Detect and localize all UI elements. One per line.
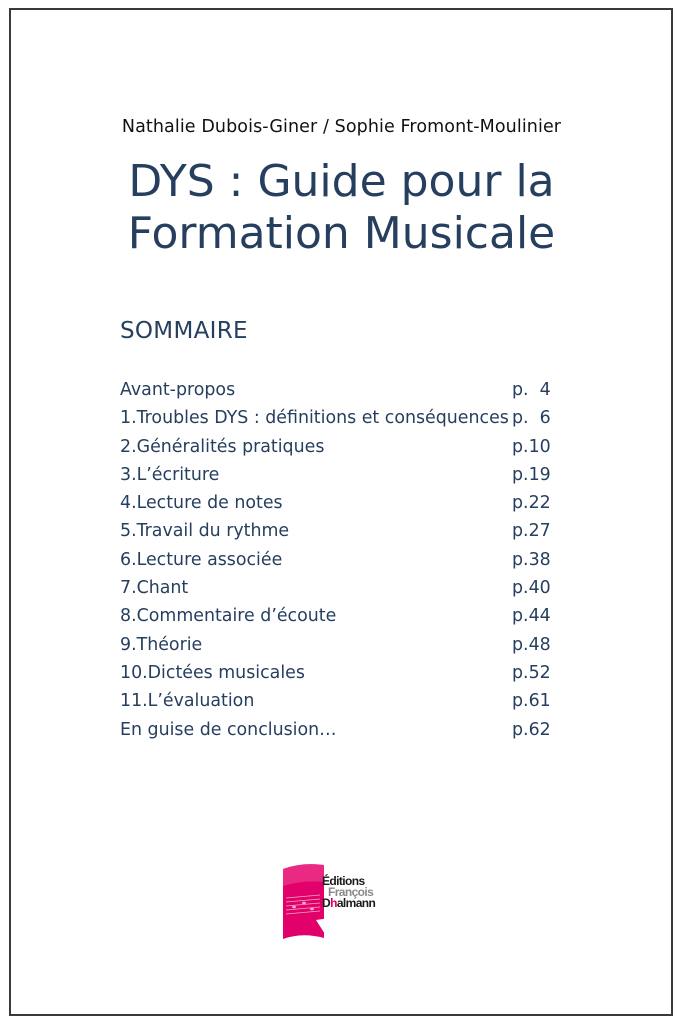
toc-item[interactable] [120, 602, 560, 630]
publisher-line-3-first: D [322, 896, 331, 910]
publisher-line-3-accent: h [330, 896, 337, 910]
toc-item[interactable] [120, 517, 560, 545]
toc-item-label: 3.L’écriture [120, 464, 220, 485]
toc-item-page: p. 6 [512, 408, 551, 429]
title-line-2: Formation Musicale [127, 208, 556, 259]
toc-item-page: p.48 [512, 634, 551, 655]
toc-item-page: p.44 [512, 606, 551, 627]
toc-item[interactable] [120, 546, 560, 574]
toc-item-page: p.27 [512, 521, 551, 542]
toc-item-label: 11.L’évaluation [120, 691, 255, 712]
toc-item[interactable] [120, 659, 560, 687]
toc-item-label: En guise de conclusion… [120, 719, 337, 740]
toc-item-page: p.38 [512, 549, 551, 570]
toc-item[interactable] [120, 404, 560, 432]
toc-item-label: 5.Travail du rythme [120, 521, 290, 542]
toc-item[interactable] [120, 687, 560, 715]
publisher-line-3 [322, 898, 375, 909]
publisher-logo [280, 860, 410, 942]
toc-item-page: p.40 [512, 578, 551, 599]
toc-item[interactable] [120, 716, 560, 744]
publisher-line-2: François [328, 885, 374, 899]
sommaire-heading: SOMMAIRE [120, 318, 248, 344]
toc-item-page: p.22 [512, 493, 551, 514]
toc-item-label: 6.Lecture associée [120, 549, 283, 570]
toc-item-label: 8.Commentaire d’écoute [120, 606, 337, 627]
toc-item[interactable] [120, 461, 560, 489]
toc-item-label: 4.Lecture de notes [120, 493, 283, 514]
toc-item[interactable] [120, 574, 560, 602]
publisher-line-3-rest: almann [336, 896, 376, 910]
toc-item-page: p.10 [512, 436, 551, 457]
authors: Nathalie Dubois-Giner / Sophie Fromont-Moulinier [121, 117, 562, 137]
table-of-contents [120, 376, 560, 744]
toc-item[interactable] [120, 376, 560, 404]
toc-item-label: 1.Troubles DYS : définitions et conséquences [120, 408, 509, 429]
toc-item-label: 2.Généralités pratiques [120, 436, 325, 457]
toc-item-label: 10.Dictées musicales [120, 662, 305, 683]
toc-item[interactable] [120, 433, 560, 461]
toc-item-page: p. 4 [512, 380, 551, 400]
toc-item-label: Avant-propos [120, 380, 236, 400]
toc-item-page: p.52 [512, 662, 551, 683]
title-line-1: DYS : Guide pour la [128, 156, 555, 207]
toc-item[interactable] [120, 631, 560, 659]
publisher-name [322, 876, 375, 909]
toc-item-page: p.62 [512, 719, 551, 740]
toc-item-page: p.19 [512, 464, 551, 485]
page-title [0, 156, 683, 260]
publisher-line-1: Éditions [322, 874, 365, 888]
toc-item-page: p.61 [512, 691, 551, 712]
toc-item-label: 7.Chant [120, 578, 189, 599]
toc-item[interactable] [120, 489, 560, 517]
toc-item-label: 9.Théorie [120, 634, 203, 655]
